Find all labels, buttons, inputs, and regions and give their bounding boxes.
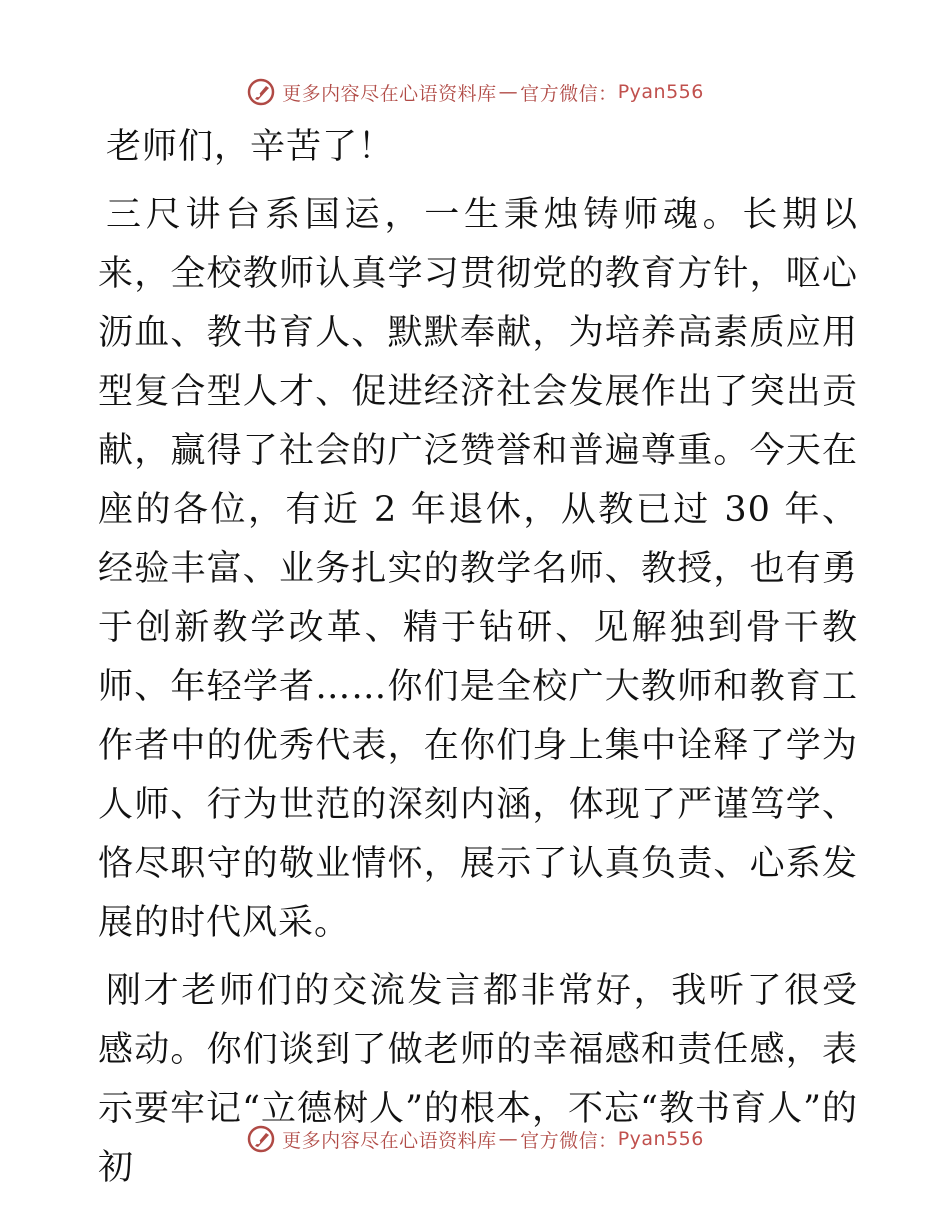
quill-circle-icon	[246, 77, 276, 107]
watermark-wechat-id: Pyan556	[617, 1128, 704, 1150]
watermark-text: 更多内容尽在心语资料库	[282, 1129, 497, 1152]
watermark-text: 更多内容尽在心语资料库	[282, 82, 497, 105]
footer-watermark	[0, 1119, 950, 1159]
document-body	[98, 118, 858, 1198]
paragraph-2: 刚才老师们的交流发言都非常好，我听了很受感动。你们谈到了做老师的幸福感和责任感，表示要牢记“立德树人”的根本，不忘“教书育人”的初	[98, 971, 858, 1188]
watermark-separator: —	[498, 81, 519, 103]
watermark-separator: —	[498, 1128, 519, 1150]
header-watermark	[0, 72, 950, 112]
paragraph-1: 三尺讲台系国运，一生秉烛铸师魂。长期以来，全校教师认真学习贯彻党的教育方针，呕心沥血、教书育人、默默奉献，为培养高素质应用型复合型人才、促进经济社会发展作出了突出贡献，赢得了社会的广泛赞誉和普遍尊重。今天在座的各位，有近 2 年退休，从教已过 30 年、经验丰富、业务扎实的教学名师、教授，也有勇于创新教学改革、精于钻研、见解独到骨干教师、年轻学者……你们是全校广大教师和教育工作者中的优秀代表，在你们身上集中诠释了学为人师、行为世范的深刻内涵，体现了严谨笃学、恪尽职守的敬业情怀，展示了认真负责、心系发展的时代风采。	[98, 195, 858, 943]
quill-circle-icon	[246, 1124, 276, 1154]
watermark-wechat-id: Pyan556	[617, 81, 704, 103]
watermark-wechat-label: 官方微信：	[520, 1129, 618, 1152]
watermark-wechat-label: 官方微信：	[520, 82, 618, 105]
greeting-line: 老师们，辛苦了！	[106, 127, 395, 167]
